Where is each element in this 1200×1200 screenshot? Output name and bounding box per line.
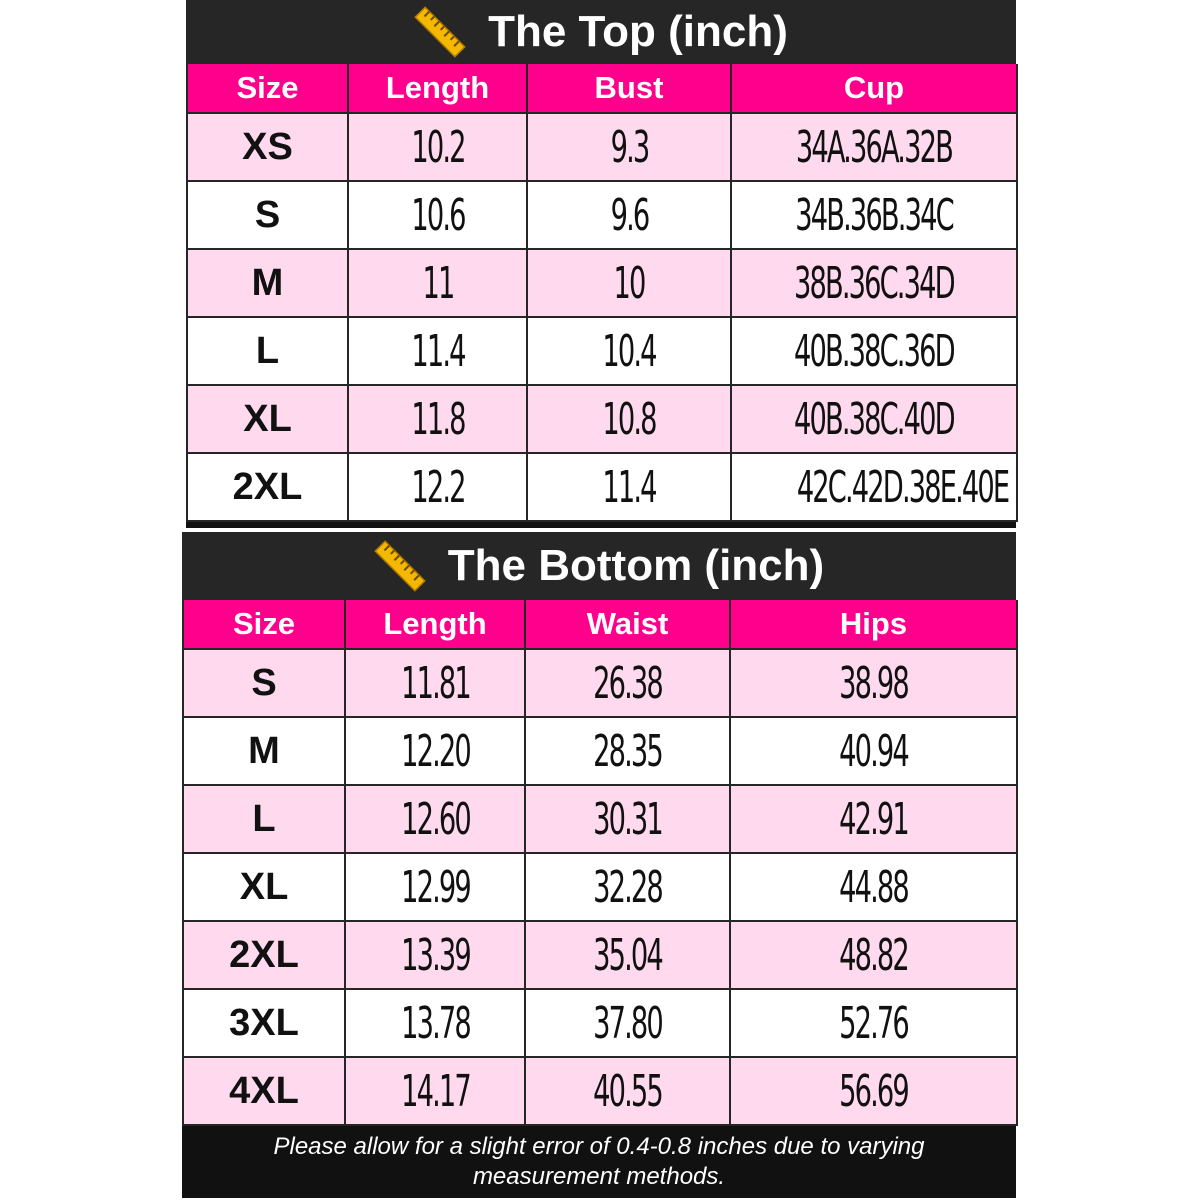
size-cell: 3XL [183,989,345,1057]
size-cell: S [183,649,345,717]
length-cell: 12.99 [345,853,525,921]
top-table [186,64,1018,522]
table-row [183,853,1017,921]
bottom-title: The Bottom (inch) [447,541,825,590]
cup-cell: 34B.36B.34C [731,181,1017,249]
ruler-icon [414,6,466,58]
size-cell: L [183,785,345,853]
top-title: The Top (inch) [488,7,788,56]
length-cell: 13.39 [345,921,525,989]
table-row [183,1057,1017,1125]
bust-cell: 10.8 [527,385,731,453]
table-row [187,317,1017,385]
bottom-header-row [183,600,1017,649]
divider [186,522,1016,528]
hips-cell: 56.69 [730,1057,1017,1125]
size-cell: XS [187,113,348,181]
waist-cell: 32.28 [525,853,730,921]
length-cell: 13.78 [345,989,525,1057]
table-row [183,649,1017,717]
size-cell: 4XL [183,1057,345,1125]
hips-cell: 52.76 [730,989,1017,1057]
top-size-chart [186,0,1016,528]
ruler-icon [374,540,426,592]
bust-cell: 9.3 [527,113,731,181]
top-title-bar [186,0,1016,64]
header-hips: Hips [730,600,1017,649]
hips-cell: 44.88 [730,853,1017,921]
bottom-size-chart [182,532,1016,1198]
table-row [187,113,1017,181]
hips-cell: 48.82 [730,921,1017,989]
header-size: Size [183,600,345,649]
length-cell: 10.2 [348,113,527,181]
header-size: Size [187,64,348,113]
size-cell: 2XL [183,921,345,989]
hips-cell: 38.98 [730,649,1017,717]
bust-cell: 10.4 [527,317,731,385]
length-cell: 10.6 [348,181,527,249]
header-length: Length [345,600,525,649]
bottom-table [182,600,1018,1126]
bottom-title-bar [182,532,1016,600]
cup-cell: 42C.42D.38E.40E [731,453,1017,521]
size-cell: 2XL [187,453,348,521]
waist-cell: 40.55 [525,1057,730,1125]
bust-cell: 11.4 [527,453,731,521]
table-row [187,453,1017,521]
length-cell: 12.2 [348,453,527,521]
header-length: Length [348,64,527,113]
table-row [183,921,1017,989]
waist-cell: 30.31 [525,785,730,853]
length-cell: 11.8 [348,385,527,453]
hips-cell: 42.91 [730,785,1017,853]
bust-cell: 10 [527,249,731,317]
table-row [187,385,1017,453]
waist-cell: 26.38 [525,649,730,717]
header-cup: Cup [731,64,1017,113]
table-row [187,249,1017,317]
size-cell: XL [187,385,348,453]
header-waist: Waist [525,600,730,649]
size-cell: S [187,181,348,249]
cup-cell: 34A.36A.32B [731,113,1017,181]
table-row [183,989,1017,1057]
table-row [183,785,1017,853]
waist-cell: 35.04 [525,921,730,989]
cup-cell: 40B.38C.36D [731,317,1017,385]
hips-cell: 40.94 [730,717,1017,785]
waist-cell: 28.35 [525,717,730,785]
waist-cell: 37.80 [525,989,730,1057]
length-cell: 11.81 [345,649,525,717]
size-cell: XL [183,853,345,921]
measurement-note: Please allow for a slight error of 0.4-0.8 inches due to varying measurement methods. [182,1126,1016,1198]
cup-cell: 40B.38C.40D [731,385,1017,453]
length-cell: 12.20 [345,717,525,785]
top-header-row [187,64,1017,113]
length-cell: 11.4 [348,317,527,385]
size-cell: M [183,717,345,785]
size-cell: L [187,317,348,385]
cup-cell: 38B.36C.34D [731,249,1017,317]
length-cell: 11 [348,249,527,317]
bust-cell: 9.6 [527,181,731,249]
length-cell: 14.17 [345,1057,525,1125]
header-bust: Bust [527,64,731,113]
table-row [183,717,1017,785]
table-row [187,181,1017,249]
size-cell: M [187,249,348,317]
length-cell: 12.60 [345,785,525,853]
